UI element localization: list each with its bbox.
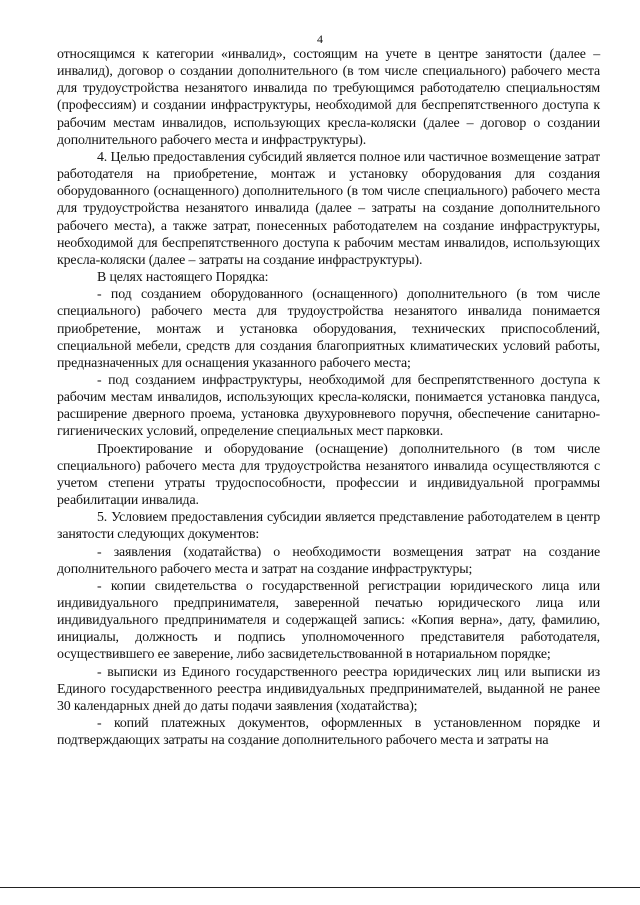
list-item-payment-documents: - копий платежных документов, оформленных в установленном порядке и подтверждающих затраты на создание дополнительного рабочего места и затраты на (57, 716, 600, 749)
paragraph-definition-workplace: - под созданием оборудованного (оснащенного) дополнительного (в том числе специального) рабочего места для трудоустройства незанятого инвалида понимается приобретение, монтаж и установка оборудования, технических приспособлений, специальной мебели, средств для создания благоприятных климатических условий работы, предназначенных для оснащения указанного рабочего места; (57, 287, 600, 371)
paragraph-definition-infrastructure: - под созданием инфраструктуры, необходимой для беспрепятственного доступа к рабочим местам инвалидов, использующих кресла-коляски, понимается установка пандуса, расширение дверного проема, установка двухуровневого поручня, обеспечение санитарно-гигиенических условий, определение специальных мест парковки. (57, 372, 600, 440)
paragraph-item-5-condition: 5. Условием предоставления субсидии является представление работодателем в центр занятости следующих документов: (57, 510, 600, 543)
list-item-registration-copy: - копии свидетельства о государственной регистрации юридического лица или индивидуального предпринимателя, заверенной печатью юридического лица или индивидуального предпринимателя и содержащей запись: «Копия верна», дату, фамилию, инициалы, должность и подпись уполномоченного представителя работодателя, осуществившего ее заверение, либо засвидетельствованной в нотариальном порядке; (57, 578, 600, 663)
page-bottom-rule (0, 887, 640, 888)
list-item-registry-extract: - выписки из Единого государственного реестра юридических лиц или выписки из Единого государственного реестра индивидуальных предпринимателей, выданной не ранее 30 календарных дней до даты подачи заявления (ходатайства); (57, 664, 600, 714)
paragraph-item-4-purpose: 4. Целью предоставления субсидий является полное или частичное возмещение затрат работодателя на приобретение, монтаж и установку оборудования для создания оборудованного (оснащенного) дополнительного (в том числе специального) рабочего места для трудоустройства незанятого инвалида (далее – затраты на создание дополнительного рабочего места), а также затрат, понесенных работодателем на создание инфраструктуры, необходимой для беспрепятственного доступа к рабочим местам инвалидов, использующих кресла-коляски (далее – затраты на создание инфраструктуры). (57, 149, 600, 268)
page-number: 4 (317, 32, 323, 46)
paragraph-definitions-intro: В целях настоящего Порядка: (97, 270, 269, 286)
paragraph-continuation: относящимся к категории «инвалид», состоящим на учете в центре занятости (далее – инвалид), договор о создании дополнительного (в том числе специального) рабочего места для трудоустройства незанятого инвалида по требующимся работодателю специальностям (профессиям) и создании инфраструктуры, необходимой для беспрепятственного доступа к рабочим местам инвалидов, использующих кресла-коляски (далее – договор о создании дополнительного рабочего места и инфраструктуры). (57, 47, 600, 148)
list-item-application: - заявления (ходатайства) о необходимости возмещения затрат на создание дополнительного рабочего места и затрат на создание инфраструктуры; (57, 544, 600, 577)
document-body (57, 46, 600, 749)
paragraph-design-equipment: Проектирование и оборудование (оснащение) дополнительного (в том числе специального) рабочего места для трудоустройства незанятого инвалида осуществляются с учетом степени утраты трудоспособности, профессии и индивидуальной программы реабилитации инвалида. (57, 441, 600, 509)
